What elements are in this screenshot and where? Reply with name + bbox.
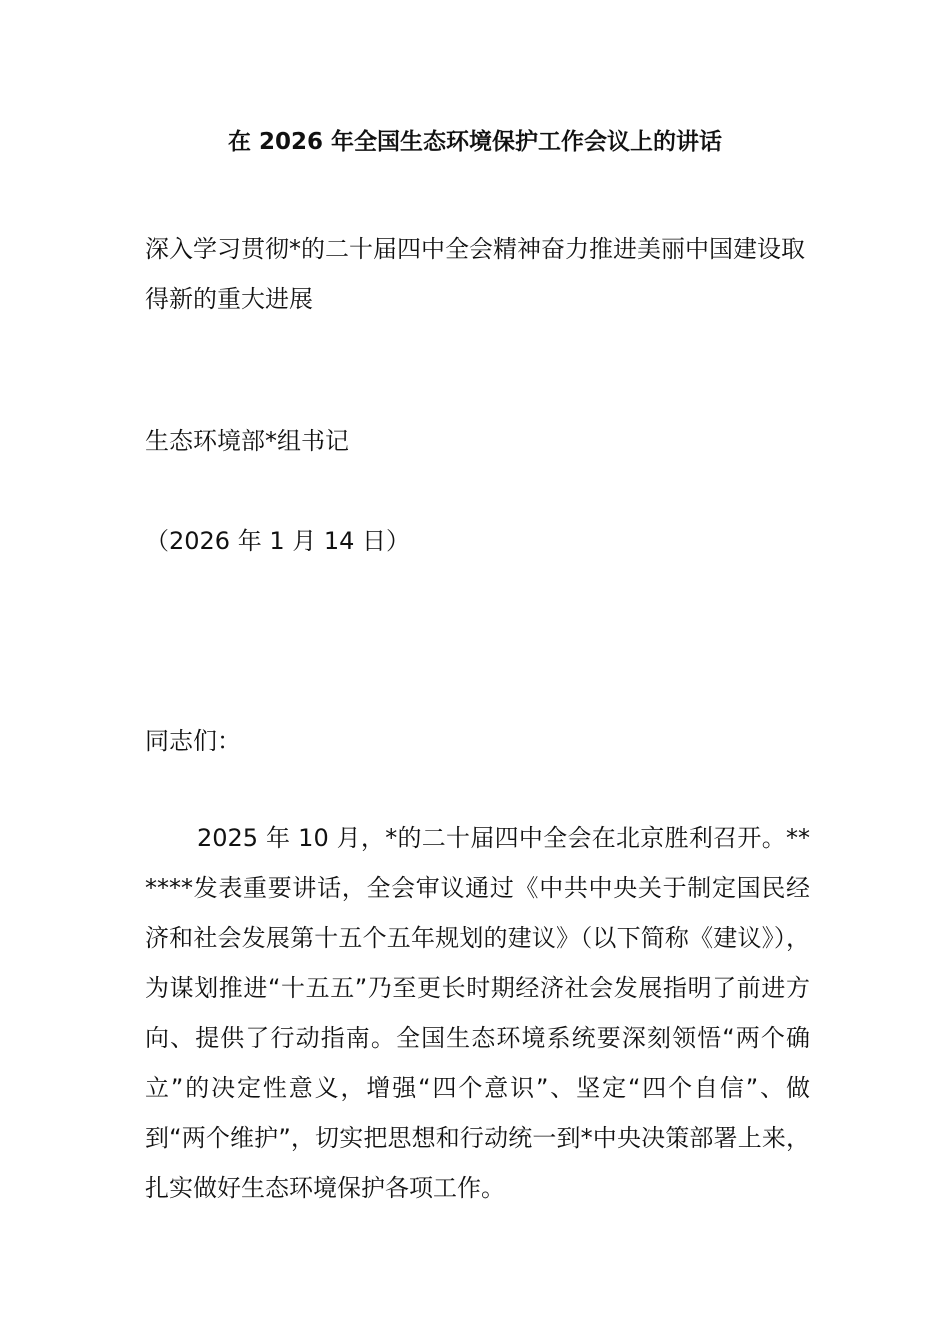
document-salutation: 同志们： <box>145 727 241 755</box>
body-paragraph: 2025 年 10 月，*的二十届四中全会在北京胜利召开。******发表重要讲话，全会审议通过《中共中央关于制定国民经济和社会发展第十五个五年规划的建议》（以下简称《建议》），为谋划推进“十五五”乃至更长时期经济社会发展指明了前进方向、提供了行动指南。全国生态环境系统要深刻领悟“两个确立”的决定性意义，增强“四个意识”、坚定“四个自信”、做到“两个维护”，切实把思想和行动统一到*中央决策部署上来，扎实做好生态环境保护各项工作。 <box>145 824 810 1202</box>
document-date: （2026 年 1 月 14 日） <box>145 527 411 555</box>
document-author: 生态环境部*组书记 <box>145 427 349 455</box>
document-subtitle: 深入学习贯彻*的二十届四中全会精神奋力推进美丽中国建设取得新的重大进展 <box>145 235 805 313</box>
document-title: 在 2026 年全国生态环境保护工作会议上的讲话 <box>227 129 723 155</box>
